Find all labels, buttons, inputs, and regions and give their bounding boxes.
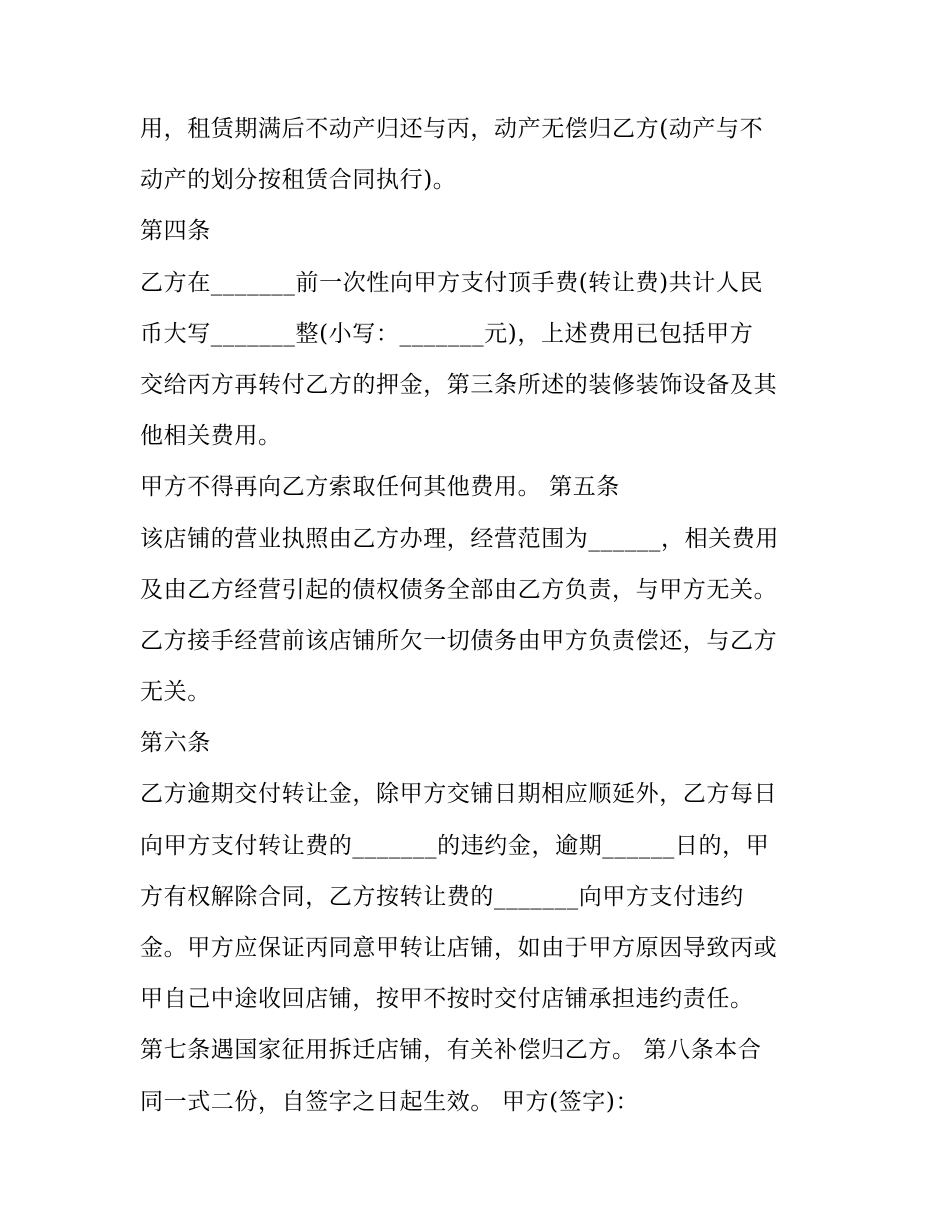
text-line: 用，租赁期满后不动产归还与丙，动产无偿归乙方(动产与不 bbox=[140, 116, 764, 142]
text-line: 甲自己中途收回店铺，按甲不按时交付店铺承担违约责任。 bbox=[140, 986, 754, 1013]
text-line: 交给丙方再转付乙方的押金，第三条所述的装修装饰设备及其 bbox=[140, 371, 778, 398]
text-line: 币大写_______整(小写：_______元)，上述费用已包括甲方 bbox=[140, 320, 754, 347]
text-line: 金。甲方应保证丙同意甲转让店铺，如由于甲方原因导致丙或 bbox=[140, 935, 778, 961]
text-line: 该店铺的营业执照由乙方办理，经营范围为______，相关费用 bbox=[140, 525, 779, 552]
text-line: 及由乙方经营引起的债权债务全部由乙方负责，与甲方无关。 bbox=[140, 576, 778, 603]
text-line: 无关。 bbox=[140, 679, 211, 706]
text-line: 他相关费用。 bbox=[140, 423, 282, 450]
text-line: 乙方在_______前一次性向甲方支付顶手费(转让费)共计人民 bbox=[140, 269, 764, 296]
text-line: 同一式二份，自签字之日起生效。 甲方(签字)： bbox=[140, 1088, 640, 1115]
document-body bbox=[140, 104, 820, 1128]
text-line: 动产的划分按租赁合同执行)。 bbox=[140, 167, 457, 194]
text-line: 乙方接手经营前该店铺所欠一切债务由甲方负责偿还，与乙方 bbox=[140, 627, 778, 654]
article-heading: 第六条 bbox=[140, 730, 211, 757]
text-line: 方有权解除合同，乙方按转让费的_______向甲方支付违约 bbox=[140, 883, 744, 910]
text-line: 乙方逾期交付转让金，除甲方交铺日期相应顺延外，乙方每日 bbox=[140, 781, 778, 808]
article-heading: 第四条 bbox=[140, 218, 211, 245]
text-line: 第七条遇国家征用拆迁店铺，有关补偿归乙方。 第八条本合 bbox=[140, 1037, 762, 1064]
text-line: 甲方不得再向乙方索取任何其他费用。 第五条 bbox=[140, 474, 620, 501]
text-line: 向甲方支付转让费的_______的违约金，逾期______日的，甲 bbox=[140, 832, 770, 859]
